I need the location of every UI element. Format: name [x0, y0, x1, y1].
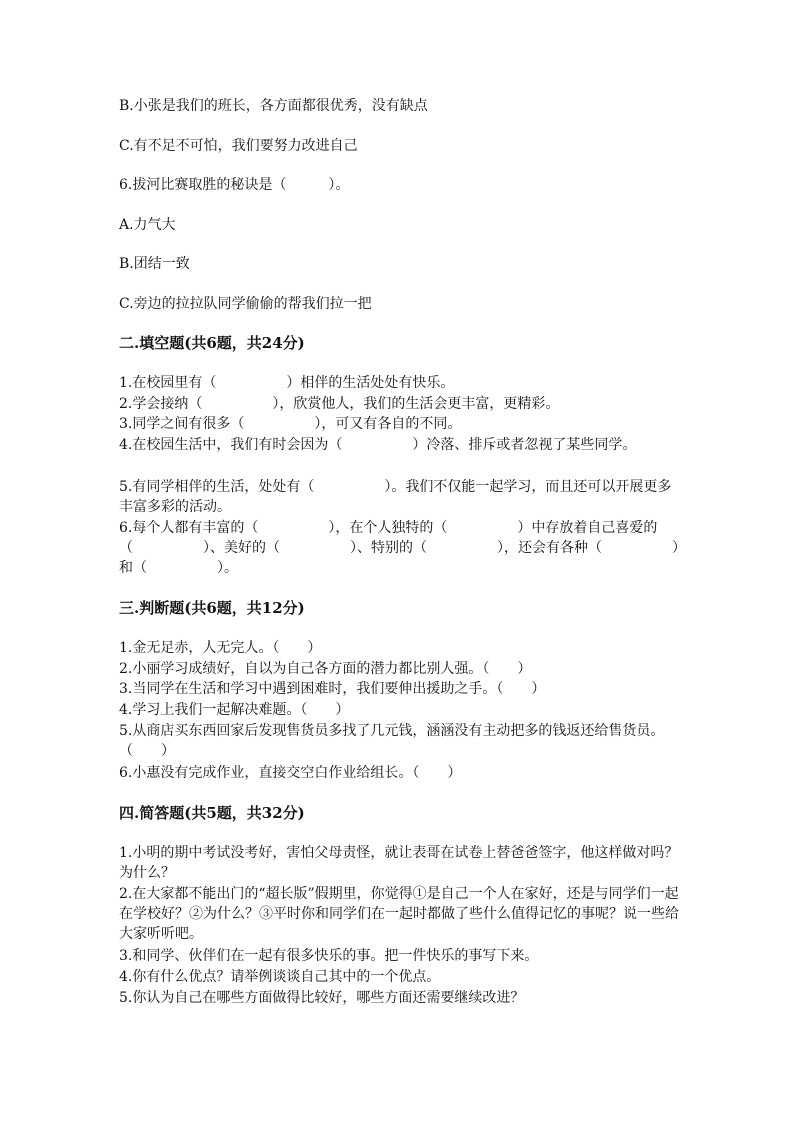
q6-option-b: B.团结一致	[119, 256, 190, 272]
q6-question: 6.拔河比赛取胜的秘诀是（ ）。	[119, 177, 350, 193]
q5-option-c: C.有不足不可怕，我们要努力改进自己	[119, 138, 358, 154]
fill-blank-item: 2.学会接纳（ ），欣赏他人，我们的生活会更丰富，更精彩。	[119, 396, 560, 412]
true-false-item: 3.当同学在生活和学习中遇到困难时，我们要伸出援助之手。（ ）	[119, 681, 546, 697]
section-short-answer-title: 四.简答题(共5题，共32分)	[119, 804, 305, 822]
true-false-item: 4.学习上我们一起解决难题。（ ）	[119, 702, 350, 718]
fill-blank-item: 6.每个人都有丰富的（ ），在个人独特的（ ）中存放着自己喜爱的（ ）、美好的（ ）、特别的（ ），还会有各种（ ）和（ ）。	[119, 520, 679, 576]
fill-blank-item: 3.同学之间有很多（ ），可又有各自的不同。	[119, 416, 462, 432]
fill-blank-item: 4.在校园生活中，我们有时会因为（ ）冷落、排斥或者忽视了某些同学。	[119, 437, 637, 453]
section-fill-blank-title: 二.填空题(共6题，共24分)	[119, 334, 305, 352]
short-answer-item: 4.你有什么优点？请举例谈谈自己其中的一个优点。	[119, 969, 441, 985]
true-false-item: 1.金无足赤，人无完人。（ ）	[119, 640, 322, 656]
fill-blank-item: 5.有同学相伴的生活，处处有（ ）。我们不仅能一起学习，而且还可以开展更多丰富多彩的活动。	[119, 479, 672, 515]
q5-option-b: B.小张是我们的班长，各方面都很优秀，没有缺点	[119, 98, 428, 114]
true-false-item: 2.小丽学习成绩好，自以为自己各方面的潜力都比别人强。（ ）	[119, 661, 532, 677]
short-answer-item: 3.和同学、伙伴们在一起有很多快乐的事。把一件快乐的事写下来。	[119, 948, 539, 964]
true-false-item: 5.从商店买东西回家后发现售货员多找了几元钱，涵涵没有主动把多的钱返还给售货员。（ ）	[119, 723, 665, 759]
true-false-item: 6.小惠没有完成作业，直接交空白作业给组长。（ ）	[119, 765, 462, 781]
q6-option-a: A.力气大	[119, 217, 176, 233]
q6-option-c: C.旁边的拉拉队同学偷偷的帮我们拉一把	[119, 296, 372, 312]
short-answer-item: 2.在大家都不能出门的“超长版”假期里，你觉得①是自己一个人在家好，还是与同学们一起在学校好？②为什么？③平时你和同学们在一起时都做了些什么值得记忆的事呢？说一些给大家听听吧。	[119, 886, 679, 942]
short-answer-item: 5.你认为自己在哪些方面做得比较好，哪些方面还需要继续改进？	[119, 990, 525, 1006]
fill-blank-item: 1.在校园里有（ ）相伴的生活处处有快乐。	[119, 375, 455, 391]
short-answer-item: 1.小明的期中考试没考好，害怕父母责怪，就让表哥在试卷上替爸爸签字，他这样做对吗？为什么？	[119, 845, 679, 881]
section-true-false-title: 三.判断题(共6题，共12分)	[119, 599, 305, 617]
